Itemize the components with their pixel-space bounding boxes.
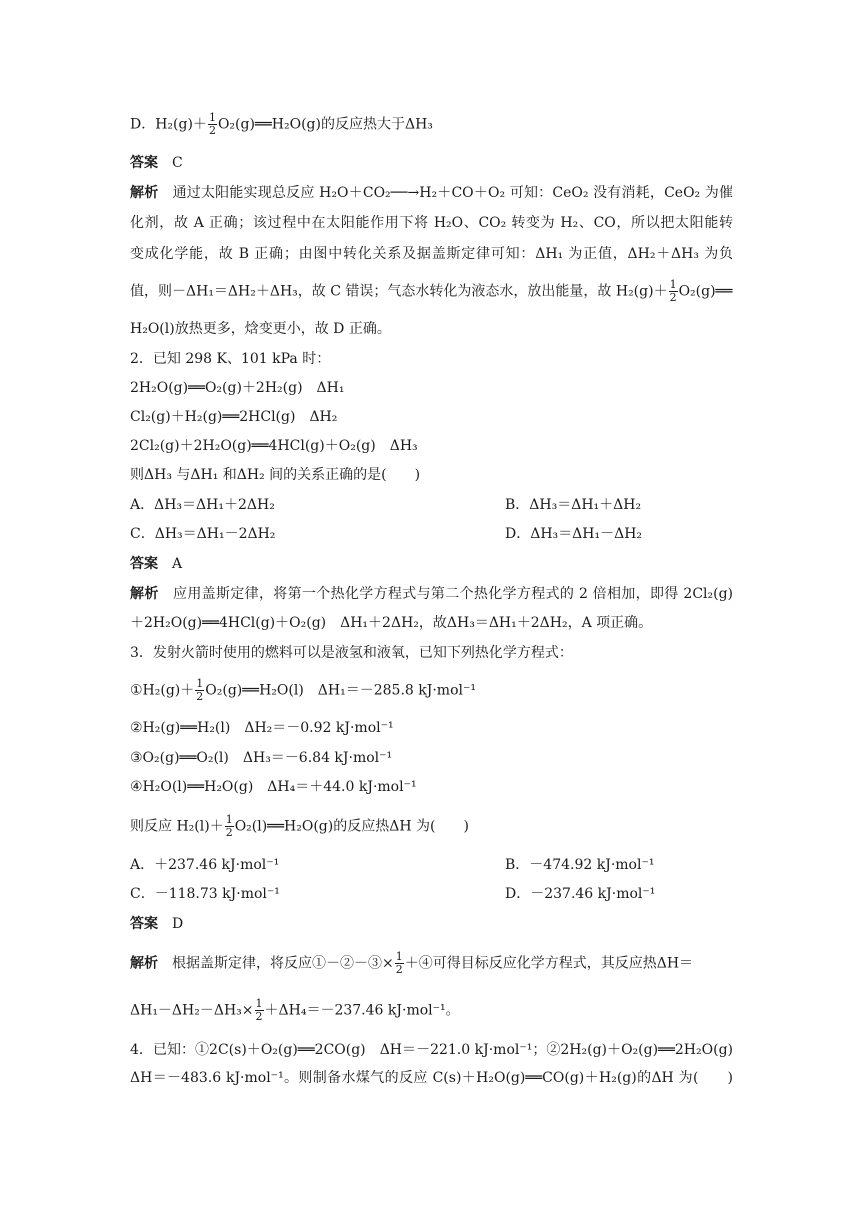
equation-3-3: ③O₂(g)══O₂(l) ΔH₃＝－6.84 kJ·mol⁻¹ [130,750,393,766]
option-d-text-end: O₂(g)══H₂O(g)的反应热大于ΔH₃ [217,116,433,133]
analysis-text: ＋④可得目标反应化学方程式，其反应热ΔH＝ [404,955,694,972]
option-c: C．ΔH₃＝ΔH₁－2ΔH₂ [130,526,276,542]
fraction-one-half: $\frac{1}{2}$ [255,997,263,1023]
fraction-one-half: $\frac{1}{2}$ [208,111,216,137]
analysis-1-line-5: H₂O(l)放热更多，焓变更小，故 D 正确。 [130,321,391,337]
equation-text: ①H₂(g)＋ [130,682,195,699]
option-d: D．ΔH₃＝ΔH₁－ΔH₂ [505,526,643,542]
analysis-1-line-1 [130,183,733,203]
question-3-stem: 3．发射火箭时使用的燃料可以是液氢和液氧，已知下列热化学方程式： [130,645,573,661]
equation-2-3: 2Cl₂(g)＋2H₂O(g)══4HCl(g)＋O₂(g) ΔH₃ [130,438,418,454]
analysis-text: 应用盖斯定律，将第一个热化学方程式与第二个热化学方程式的 2 倍相加，即得 2Cl₂(g) [158,586,734,602]
analysis-text: 值，则－ΔH₁＝ΔH₂＋ΔH₃，故 C 错误；气态水转化为液态水，放出能量，故 H₂(g)＋ [130,283,668,300]
option-b: B．ΔH₃＝ΔH₁＋ΔH₂ [505,497,642,513]
analysis-text: ＋ΔH₄＝－237.46 kJ·mol⁻¹。 [264,1002,460,1019]
analysis-2-line-2: ＋2H₂O(g)══4HCl(g)＋O₂(g) ΔH₁＋2ΔH₂，故ΔH₃＝ΔH₁＋2ΔH₂，A 项正确。 [130,615,653,631]
option-d-text-start: D．H₂(g)＋ [130,116,207,133]
equation-text: O₂(g)══H₂O(l) ΔH₁＝－285.8 kJ·mol⁻¹ [205,682,476,699]
answer-value: C [158,155,183,171]
question-text: O₂(l)══H₂O(g)的反应热ΔH 为( ) [234,818,469,835]
analysis-label: 解析 [130,185,159,201]
answer-label: 答案 [130,155,158,171]
analysis-2-line-1 [130,584,733,604]
analysis-1-line-4 [130,279,732,304]
fraction-one-half: $\frac{1}{2}$ [395,950,403,976]
question-2-options-ab [130,495,642,515]
question-4-line-1: 4．已知：①2C(s)＋O₂(g)══2CO(g) ΔH＝－221.0 kJ·mol⁻¹；②2H₂(g)＋O₂(g)══2H₂O(g) [130,1042,733,1058]
fraction-one-half: $\frac{1}{2}$ [669,278,677,304]
analysis-text: ΔH₁－ΔH₂－ΔH₃× [130,1002,254,1019]
analysis-text: O₂(g)══ [678,283,733,300]
option-b: B．－474.92 kJ·mol⁻¹ [505,857,655,873]
option-c: C．－118.73 kJ·mol⁻¹ [130,886,280,902]
answer-1 [130,153,183,173]
fraction-one-half: $\frac{1}{2}$ [225,813,233,839]
analysis-label: 解析 [130,955,158,972]
equation-3-4: ④H₂O(l)══H₂O(g) ΔH₄＝＋44.0 kJ·mol⁻¹ [130,779,417,795]
question-3-options-cd [130,884,656,904]
analysis-text: 根据盖斯定律，将反应①－②－③× [158,955,394,972]
question-text: 则反应 H₂(l)＋ [130,818,224,835]
analysis-text: 通过太阳能实现总反应 H₂O＋CO₂──→H₂＋CO＋O₂ 可知：CeO₂ 没有消耗，CeO₂ 为催 [158,185,733,201]
question-3-prompt [130,814,469,839]
analysis-1-line-2: 化剂，故 A 正确；该过程中在太阳能作用下将 H₂O、CO₂ 转变为 H₂、CO，所以把太阳能转 [130,215,733,231]
equation-2-1: 2H₂O(g)══O₂(g)＋2H₂(g) ΔH₁ [130,380,345,396]
question-2-prompt: 则ΔH₃ 与ΔH₁ 和ΔH₂ 间的关系正确的是( ) [130,467,421,483]
question-4-line-2: ΔH＝－483.6 kJ·mol⁻¹。则制备水煤气的反应 C(s)＋H₂O(g)══CO(g)＋H₂(g)的ΔH 为( ) [130,1070,733,1086]
option-d-line [130,112,433,137]
analysis-label: 解析 [130,586,159,602]
answer-value: A [158,556,183,572]
analysis-3-line-2 [130,998,460,1023]
analysis-3-line-1 [130,951,693,976]
answer-label: 答案 [130,916,158,932]
question-3-options-ab [130,855,655,875]
equation-2-2: Cl₂(g)＋H₂(g)══2HCl(g) ΔH₂ [130,409,338,425]
answer-2 [130,554,182,574]
option-a: A．＋237.46 kJ·mol⁻¹ [130,857,280,873]
equation-3-1 [130,678,476,703]
fraction-one-half: $\frac{1}{2}$ [196,677,204,703]
analysis-1-line-3: 变成化学能，故 B 正确；由图中转化关系及据盖斯定律可知：ΔH₁ 为正值，ΔH₂＋ΔH₃ 为负 [130,246,733,262]
question-2-options-cd [130,524,643,544]
equation-3-2: ②H₂(g)══H₂(l) ΔH₂＝－0.92 kJ·mol⁻¹ [130,720,394,736]
answer-label: 答案 [130,556,158,572]
option-a: A．ΔH₃＝ΔH₁＋2ΔH₂ [130,497,275,513]
answer-3 [130,914,183,934]
option-d: D．－237.46 kJ·mol⁻¹ [505,886,656,902]
answer-value: D [158,916,184,932]
question-2-stem: 2．已知 298 K、101 kPa 时： [130,351,331,367]
